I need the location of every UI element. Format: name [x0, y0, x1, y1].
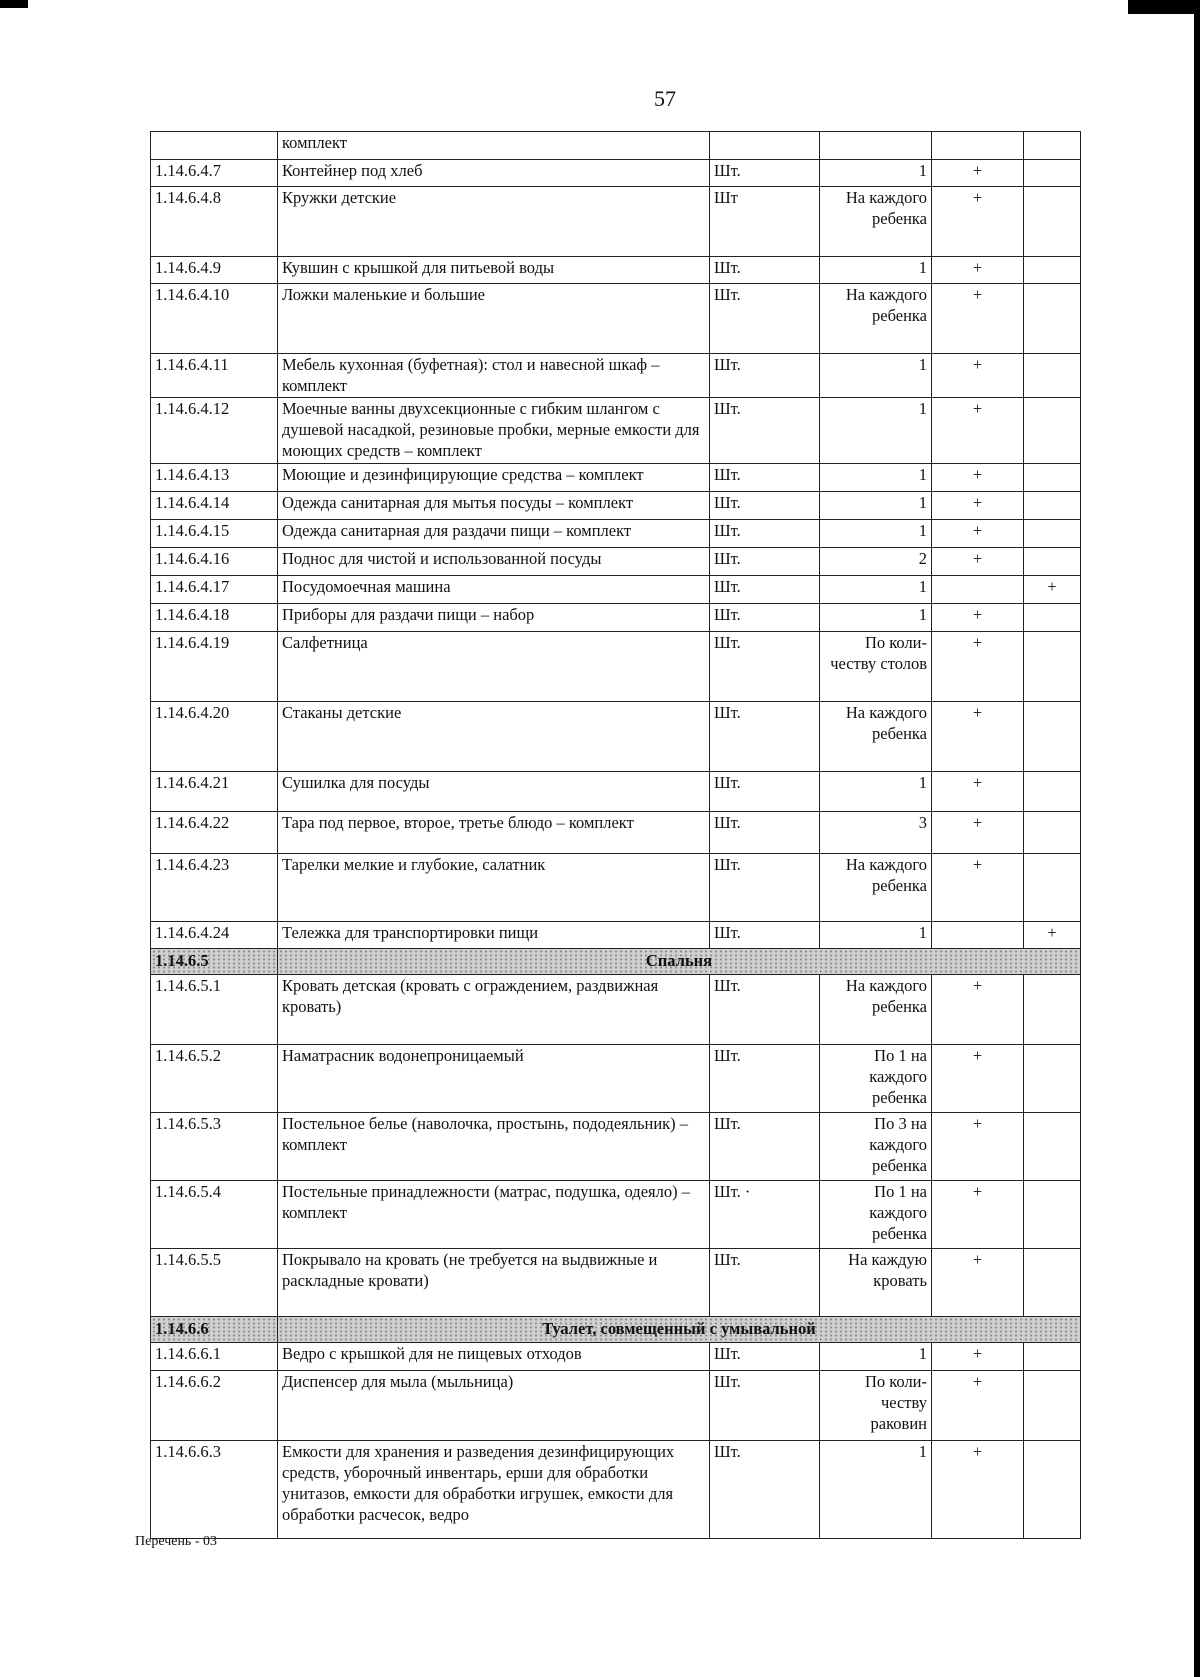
- item-unit: Шт: [710, 187, 820, 257]
- item-name: Постельное белье (наволочка, простынь, пододеяльник) – комплект: [278, 1113, 710, 1181]
- item-mark-col5: +: [932, 604, 1024, 632]
- section-title: Туалет, совмещенный с умывальной: [278, 1317, 1081, 1343]
- item-name: Тарелки мелкие и глубокие, салатник: [278, 854, 710, 922]
- item-mark-col6: [1024, 1113, 1081, 1181]
- item-quantity: На каждого ребенка: [820, 854, 932, 922]
- item-mark-col5: +: [932, 1181, 1024, 1249]
- item-code: 1.14.6.6.2: [151, 1371, 278, 1441]
- item-unit: Шт.: [710, 520, 820, 548]
- table-row: [151, 812, 1081, 854]
- table-row: [151, 576, 1081, 604]
- item-mark-col5: +: [932, 354, 1024, 398]
- item-name: Салфетница: [278, 632, 710, 702]
- table-row: [151, 520, 1081, 548]
- item-code: 1.14.6.5.4: [151, 1181, 278, 1249]
- table-row: [151, 922, 1081, 949]
- item-mark-col6: [1024, 132, 1081, 160]
- item-code: [151, 132, 278, 160]
- item-mark-col6: [1024, 464, 1081, 492]
- item-code: 1.14.6.4.7: [151, 160, 278, 187]
- item-mark-col5: +: [932, 398, 1024, 464]
- item-code: 1.14.6.6.1: [151, 1343, 278, 1371]
- item-unit: Шт.: [710, 548, 820, 576]
- scan-edge-top-right: [1128, 0, 1200, 14]
- item-name: Контейнер под хлеб: [278, 160, 710, 187]
- item-quantity: 1: [820, 604, 932, 632]
- item-mark-col6: [1024, 284, 1081, 354]
- item-unit: Шт.: [710, 604, 820, 632]
- item-mark-col6: +: [1024, 576, 1081, 604]
- item-quantity: 1: [820, 1343, 932, 1371]
- item-code: 1.14.6.4.17: [151, 576, 278, 604]
- item-mark-col5: [932, 132, 1024, 160]
- item-mark-col6: [1024, 1249, 1081, 1317]
- item-mark-col6: [1024, 1441, 1081, 1539]
- item-mark-col5: +: [932, 1441, 1024, 1539]
- item-name: Посудомоечная машина: [278, 576, 710, 604]
- item-unit: Шт.: [710, 812, 820, 854]
- item-mark-col6: [1024, 975, 1081, 1045]
- item-quantity: По 3 на каждого ребенка: [820, 1113, 932, 1181]
- item-mark-col6: [1024, 854, 1081, 922]
- item-mark-col6: [1024, 1181, 1081, 1249]
- table-row: [151, 772, 1081, 812]
- item-mark-col5: +: [932, 1045, 1024, 1113]
- item-quantity: По коли-честву раковин: [820, 1371, 932, 1441]
- item-mark-col6: [1024, 1045, 1081, 1113]
- item-mark-col6: [1024, 812, 1081, 854]
- item-code: 1.14.6.4.20: [151, 702, 278, 772]
- item-quantity: На каждого ребенка: [820, 284, 932, 354]
- item-quantity: 1: [820, 576, 932, 604]
- table-row: [151, 398, 1081, 464]
- item-mark-col6: [1024, 187, 1081, 257]
- item-mark-col6: [1024, 1343, 1081, 1371]
- item-code: 1.14.6.4.8: [151, 187, 278, 257]
- section-title: Спальня: [278, 949, 1081, 975]
- item-mark-col6: [1024, 548, 1081, 576]
- item-code: 1.14.6.5.3: [151, 1113, 278, 1181]
- table-body: [151, 132, 1081, 1539]
- item-mark-col5: +: [932, 492, 1024, 520]
- item-name: Постельные принадлежности (матрас, подушка, одеяло) – комплект: [278, 1181, 710, 1249]
- item-quantity: 1: [820, 520, 932, 548]
- item-unit: Шт.: [710, 1113, 820, 1181]
- item-mark-col6: [1024, 702, 1081, 772]
- item-unit: Шт.: [710, 354, 820, 398]
- item-quantity: На каждую кровать: [820, 1249, 932, 1317]
- table-row: [151, 1045, 1081, 1113]
- item-mark-col5: +: [932, 772, 1024, 812]
- item-name: Диспенсер для мыла (мыльница): [278, 1371, 710, 1441]
- item-quantity: На каждого ребенка: [820, 702, 932, 772]
- item-name: Поднос для чистой и использованной посуды: [278, 548, 710, 576]
- item-quantity: 1: [820, 1441, 932, 1539]
- table-row: [151, 1441, 1081, 1539]
- item-mark-col5: +: [932, 702, 1024, 772]
- item-mark-col6: +: [1024, 922, 1081, 949]
- item-quantity: 1: [820, 922, 932, 949]
- item-mark-col6: [1024, 604, 1081, 632]
- item-mark-col5: +: [932, 812, 1024, 854]
- scan-edge-right: [1194, 0, 1200, 1677]
- item-name: Тара под первое, второе, третье блюдо – комплект: [278, 812, 710, 854]
- item-quantity: 1: [820, 160, 932, 187]
- section-row: [151, 1317, 1081, 1343]
- table-row: [151, 132, 1081, 160]
- item-mark-col5: +: [932, 1249, 1024, 1317]
- item-mark-col5: [932, 922, 1024, 949]
- item-mark-col5: +: [932, 632, 1024, 702]
- item-name: Ложки маленькие и большие: [278, 284, 710, 354]
- item-quantity: 1: [820, 772, 932, 812]
- item-mark-col5: +: [932, 257, 1024, 284]
- table-row: [151, 1113, 1081, 1181]
- item-name: Сушилка для посуды: [278, 772, 710, 812]
- item-name: Одежда санитарная для мытья посуды – комплект: [278, 492, 710, 520]
- page-number: 57: [654, 86, 676, 111]
- item-unit: Шт.: [710, 284, 820, 354]
- table-row: [151, 548, 1081, 576]
- item-code: 1.14.6.5.1: [151, 975, 278, 1045]
- item-quantity: 1: [820, 257, 932, 284]
- item-code: 1.14.6.4.10: [151, 284, 278, 354]
- item-unit: Шт.: [710, 702, 820, 772]
- item-unit: Шт.: [710, 1371, 820, 1441]
- item-name: Приборы для раздачи пищи – набор: [278, 604, 710, 632]
- item-name: Мебель кухонная (буфетная): стол и навесной шкаф – комплект: [278, 354, 710, 398]
- scan-edge-top-left: [0, 0, 28, 8]
- item-quantity: 1: [820, 398, 932, 464]
- item-unit: [710, 132, 820, 160]
- item-code: 1.14.6.4.22: [151, 812, 278, 854]
- item-quantity: 1: [820, 464, 932, 492]
- table-row: [151, 187, 1081, 257]
- section-code: 1.14.6.6: [151, 1317, 278, 1343]
- item-code: 1.14.6.4.24: [151, 922, 278, 949]
- item-code: 1.14.6.4.11: [151, 354, 278, 398]
- item-code: 1.14.6.4.18: [151, 604, 278, 632]
- item-name: Покрывало на кровать (не требуется на выдвижные и раскладные кровати): [278, 1249, 710, 1317]
- item-code: 1.14.6.4.15: [151, 520, 278, 548]
- item-quantity: 2: [820, 548, 932, 576]
- item-quantity: 1: [820, 354, 932, 398]
- item-mark-col5: +: [932, 548, 1024, 576]
- table-row: [151, 354, 1081, 398]
- item-mark-col5: +: [932, 284, 1024, 354]
- item-quantity: [820, 132, 932, 160]
- item-mark-col6: [1024, 492, 1081, 520]
- item-mark-col5: +: [932, 1113, 1024, 1181]
- table-row: [151, 854, 1081, 922]
- section-code: 1.14.6.5: [151, 949, 278, 975]
- item-mark-col5: [932, 576, 1024, 604]
- item-name: Стаканы детские: [278, 702, 710, 772]
- item-name: Моечные ванны двухсекционные с гибким шлангом с душевой насадкой, резиновые пробки, мерные емкости для моющих средств – комплект: [278, 398, 710, 464]
- table-row: [151, 632, 1081, 702]
- item-unit: Шт.: [710, 854, 820, 922]
- item-code: 1.14.6.4.12: [151, 398, 278, 464]
- item-mark-col6: [1024, 160, 1081, 187]
- item-unit: Шт.: [710, 160, 820, 187]
- footer-doc-ref: Перечень - 03: [135, 1534, 217, 1549]
- item-name: Кружки детские: [278, 187, 710, 257]
- item-name: комплект: [278, 132, 710, 160]
- table-row: [151, 1371, 1081, 1441]
- item-name: Ведро с крышкой для не пищевых отходов: [278, 1343, 710, 1371]
- item-name: Наматрасник водонепроницаемый: [278, 1045, 710, 1113]
- section-row: [151, 949, 1081, 975]
- equipment-table: [150, 131, 1081, 1539]
- item-unit: Шт.: [710, 1441, 820, 1539]
- table-row: [151, 1343, 1081, 1371]
- item-quantity: По коли-честву столов: [820, 632, 932, 702]
- table-row: [151, 702, 1081, 772]
- table-row: [151, 257, 1081, 284]
- item-unit: Шт. ·: [710, 1181, 820, 1249]
- item-quantity: По 1 на каждого ребенка: [820, 1045, 932, 1113]
- item-unit: Шт.: [710, 1045, 820, 1113]
- item-name: Кровать детская (кровать с ограждением, раздвижная кровать): [278, 975, 710, 1045]
- item-code: 1.14.6.4.14: [151, 492, 278, 520]
- item-mark-col6: [1024, 632, 1081, 702]
- item-mark-col5: +: [932, 975, 1024, 1045]
- item-mark-col5: +: [932, 1343, 1024, 1371]
- item-unit: Шт.: [710, 632, 820, 702]
- item-unit: Шт.: [710, 257, 820, 284]
- table-row: [151, 975, 1081, 1045]
- item-unit: Шт.: [710, 1343, 820, 1371]
- item-code: 1.14.6.5.2: [151, 1045, 278, 1113]
- item-mark-col5: +: [932, 854, 1024, 922]
- item-code: 1.14.6.4.9: [151, 257, 278, 284]
- item-code: 1.14.6.4.23: [151, 854, 278, 922]
- item-unit: Шт.: [710, 772, 820, 812]
- item-name: Одежда санитарная для раздачи пищи – комплект: [278, 520, 710, 548]
- item-name: Моющие и дезинфицирующие средства – комплект: [278, 464, 710, 492]
- item-code: 1.14.6.6.3: [151, 1441, 278, 1539]
- table-row: [151, 160, 1081, 187]
- item-quantity: 3: [820, 812, 932, 854]
- item-code: 1.14.6.4.21: [151, 772, 278, 812]
- item-mark-col5: +: [932, 187, 1024, 257]
- table-row: [151, 284, 1081, 354]
- item-code: 1.14.6.4.16: [151, 548, 278, 576]
- table-row: [151, 1181, 1081, 1249]
- item-mark-col5: +: [932, 160, 1024, 187]
- item-quantity: На каждого ребенка: [820, 187, 932, 257]
- item-quantity: По 1 на каждого ребенка: [820, 1181, 932, 1249]
- item-mark-col6: [1024, 398, 1081, 464]
- item-code: 1.14.6.4.13: [151, 464, 278, 492]
- item-mark-col5: +: [932, 464, 1024, 492]
- item-unit: Шт.: [710, 975, 820, 1045]
- item-mark-col6: [1024, 772, 1081, 812]
- item-mark-col6: [1024, 354, 1081, 398]
- item-quantity: 1: [820, 492, 932, 520]
- item-mark-col6: [1024, 257, 1081, 284]
- item-code: 1.14.6.4.19: [151, 632, 278, 702]
- item-mark-col6: [1024, 1371, 1081, 1441]
- item-quantity: На каждого ребенка: [820, 975, 932, 1045]
- item-code: 1.14.6.5.5: [151, 1249, 278, 1317]
- item-unit: Шт.: [710, 1249, 820, 1317]
- item-name: Тележка для транспортировки пищи: [278, 922, 710, 949]
- item-mark-col6: [1024, 520, 1081, 548]
- table-row: [151, 464, 1081, 492]
- item-unit: Шт.: [710, 492, 820, 520]
- table-row: [151, 1249, 1081, 1317]
- item-unit: Шт.: [710, 576, 820, 604]
- item-mark-col5: +: [932, 520, 1024, 548]
- item-unit: Шт.: [710, 922, 820, 949]
- item-name: Кувшин с крышкой для питьевой воды: [278, 257, 710, 284]
- table-row: [151, 604, 1081, 632]
- item-mark-col5: +: [932, 1371, 1024, 1441]
- item-unit: Шт.: [710, 398, 820, 464]
- item-unit: Шт.: [710, 464, 820, 492]
- item-name: Емкости для хранения и разведения дезинфицирующих средств, уборочный инвентарь, ерши для обработки унитазов, емкости для обработки игрушек, емкости для обработки расчесок, ведро: [278, 1441, 710, 1539]
- table-row: [151, 492, 1081, 520]
